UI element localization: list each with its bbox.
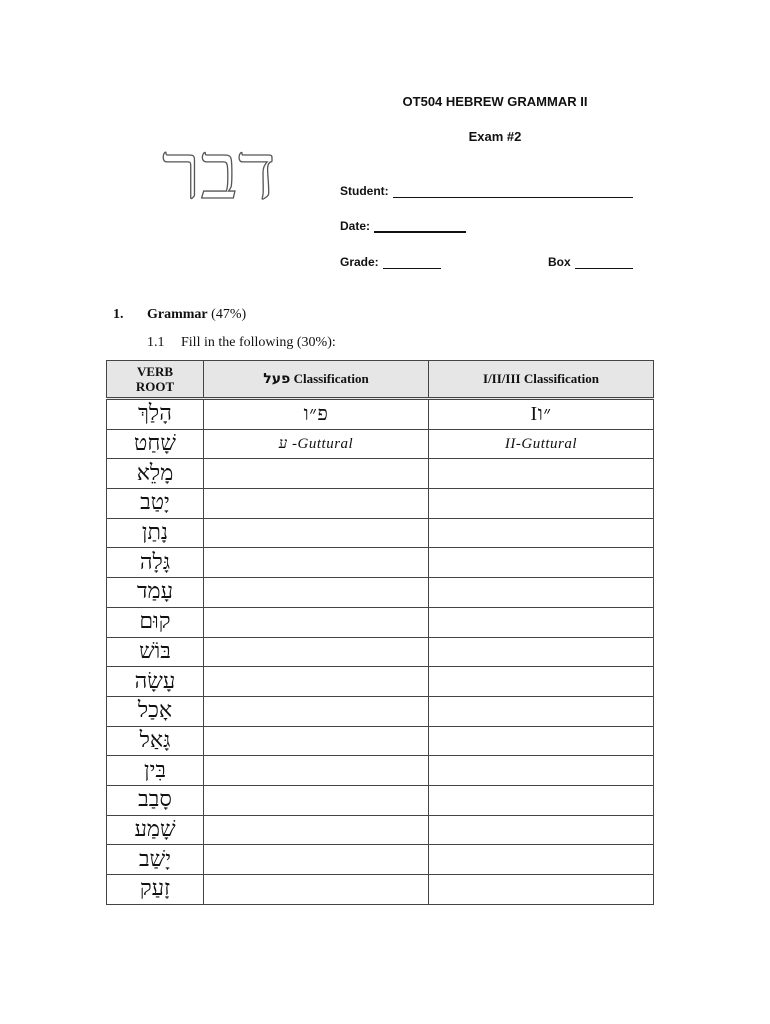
box-line[interactable] xyxy=(575,256,633,269)
table-row xyxy=(107,845,654,875)
roman-classification-cell[interactable] xyxy=(429,548,654,578)
table-row xyxy=(107,726,654,756)
roman-classification-cell[interactable] xyxy=(429,667,654,697)
pael-classification-cell[interactable] xyxy=(204,637,429,667)
roman-classification-cell[interactable]: I״ו xyxy=(429,399,654,430)
roman-classification-cell[interactable]: II-Guttural xyxy=(429,429,654,459)
table-row xyxy=(107,429,654,459)
section-weight: (47%) xyxy=(211,307,247,322)
roman-classification-cell[interactable] xyxy=(429,785,654,815)
pael-classification-cell[interactable] xyxy=(204,548,429,578)
roman-classification-cell[interactable] xyxy=(429,875,654,905)
pael-classification-cell[interactable] xyxy=(204,815,429,845)
verb-root-cell: גָּאַל xyxy=(107,726,204,756)
table-row xyxy=(107,607,654,637)
table-row xyxy=(107,667,654,697)
pael-classification-cell[interactable] xyxy=(204,607,429,637)
verb-root-cell: זָעַק xyxy=(107,875,204,905)
table-header-row xyxy=(107,361,654,399)
verb-table xyxy=(106,360,654,905)
subsection-number: 1.1 xyxy=(147,335,165,350)
table-row xyxy=(107,578,654,608)
table-row xyxy=(107,459,654,489)
roman-classification-cell[interactable] xyxy=(429,696,654,726)
date-label: Date: xyxy=(340,219,371,233)
grade-field xyxy=(340,255,441,269)
date-field xyxy=(340,219,466,233)
pael-classification-cell[interactable]: פ״ו xyxy=(204,399,429,430)
section-title-text: Grammar xyxy=(147,307,208,322)
col-verb-root-line2: ROOT xyxy=(135,379,175,394)
pael-classification-cell[interactable] xyxy=(204,785,429,815)
verb-root-cell: עָשָׂה xyxy=(107,667,204,697)
verb-root-cell: מָלֵא xyxy=(107,459,204,489)
table-row xyxy=(107,756,654,786)
student-field xyxy=(340,184,633,198)
verb-root-cell: בּוֹשׁ xyxy=(107,637,204,667)
grade-line[interactable] xyxy=(383,256,441,269)
exam-number: Exam #2 xyxy=(468,129,522,144)
col-pael-classification xyxy=(204,361,429,399)
table-row xyxy=(107,548,654,578)
verb-root-cell: קוּם xyxy=(107,607,204,637)
pael-classification-cell[interactable] xyxy=(204,578,429,608)
pael-classification-cell[interactable] xyxy=(204,459,429,489)
roman-classification-cell[interactable] xyxy=(429,637,654,667)
verb-root-cell: סָבַב xyxy=(107,785,204,815)
roman-classification-cell[interactable] xyxy=(429,845,654,875)
verb-root-cell: שָׁחַט xyxy=(107,429,204,459)
verb-root-cell: יָשַׁב xyxy=(107,845,204,875)
student-line[interactable] xyxy=(393,185,633,198)
verb-root-cell: אָכַל xyxy=(107,696,204,726)
table-row xyxy=(107,637,654,667)
table-row xyxy=(107,785,654,815)
exam-title: OT504 HEBREW GRAMMAR II xyxy=(402,94,588,109)
verb-root-cell: גָּלָה xyxy=(107,548,204,578)
table-row xyxy=(107,815,654,845)
hebrew-logo xyxy=(138,132,300,212)
table-row xyxy=(107,489,654,519)
roman-classification-cell[interactable] xyxy=(429,518,654,548)
col-verb-root-line1: VERB xyxy=(136,364,174,379)
pael-classification-cell[interactable] xyxy=(204,875,429,905)
pael-classification-cell[interactable] xyxy=(204,756,429,786)
roman-classification-cell[interactable] xyxy=(429,726,654,756)
verb-root-cell: עָמַד xyxy=(107,578,204,608)
pael-classification-cell[interactable] xyxy=(204,518,429,548)
verb-root-cell: יָטַב xyxy=(107,489,204,519)
date-line[interactable] xyxy=(374,219,466,233)
col-pael-label: Classification xyxy=(293,371,369,386)
verb-root-cell: הָלַךְ xyxy=(107,399,204,430)
pael-classification-cell[interactable] xyxy=(204,845,429,875)
subsection xyxy=(147,335,336,351)
verb-root-cell: בִּין xyxy=(107,756,204,786)
col-verb-root xyxy=(107,361,204,399)
roman-classification-cell[interactable] xyxy=(429,756,654,786)
pael-classification-cell[interactable]: ע -Guttural xyxy=(204,429,429,459)
roman-classification-cell[interactable] xyxy=(429,815,654,845)
col-pael-hebrew: פעל xyxy=(263,371,291,387)
roman-classification-cell[interactable] xyxy=(429,459,654,489)
table-row xyxy=(107,518,654,548)
roman-classification-cell[interactable] xyxy=(429,578,654,608)
pael-classification-cell[interactable] xyxy=(204,667,429,697)
logo-text: דבר xyxy=(162,132,276,212)
col-roman-classification: I/II/III Classification xyxy=(429,361,654,399)
box-label: Box xyxy=(548,255,571,269)
student-label: Student: xyxy=(340,184,389,198)
table-row xyxy=(107,875,654,905)
pael-classification-cell[interactable] xyxy=(204,489,429,519)
subsection-text: Fill in the following (30%): xyxy=(181,335,336,350)
section-number: 1. xyxy=(113,307,124,322)
grade-label: Grade: xyxy=(340,255,379,269)
pael-classification-cell[interactable] xyxy=(204,696,429,726)
table-row xyxy=(107,696,654,726)
verb-root-cell: שָׁמַע xyxy=(107,815,204,845)
section-title xyxy=(147,307,246,323)
table-row xyxy=(107,399,654,430)
pael-classification-cell[interactable] xyxy=(204,726,429,756)
roman-classification-cell[interactable] xyxy=(429,607,654,637)
box-field xyxy=(548,255,633,269)
verb-root-cell: נָתַן xyxy=(107,518,204,548)
roman-classification-cell[interactable] xyxy=(429,489,654,519)
